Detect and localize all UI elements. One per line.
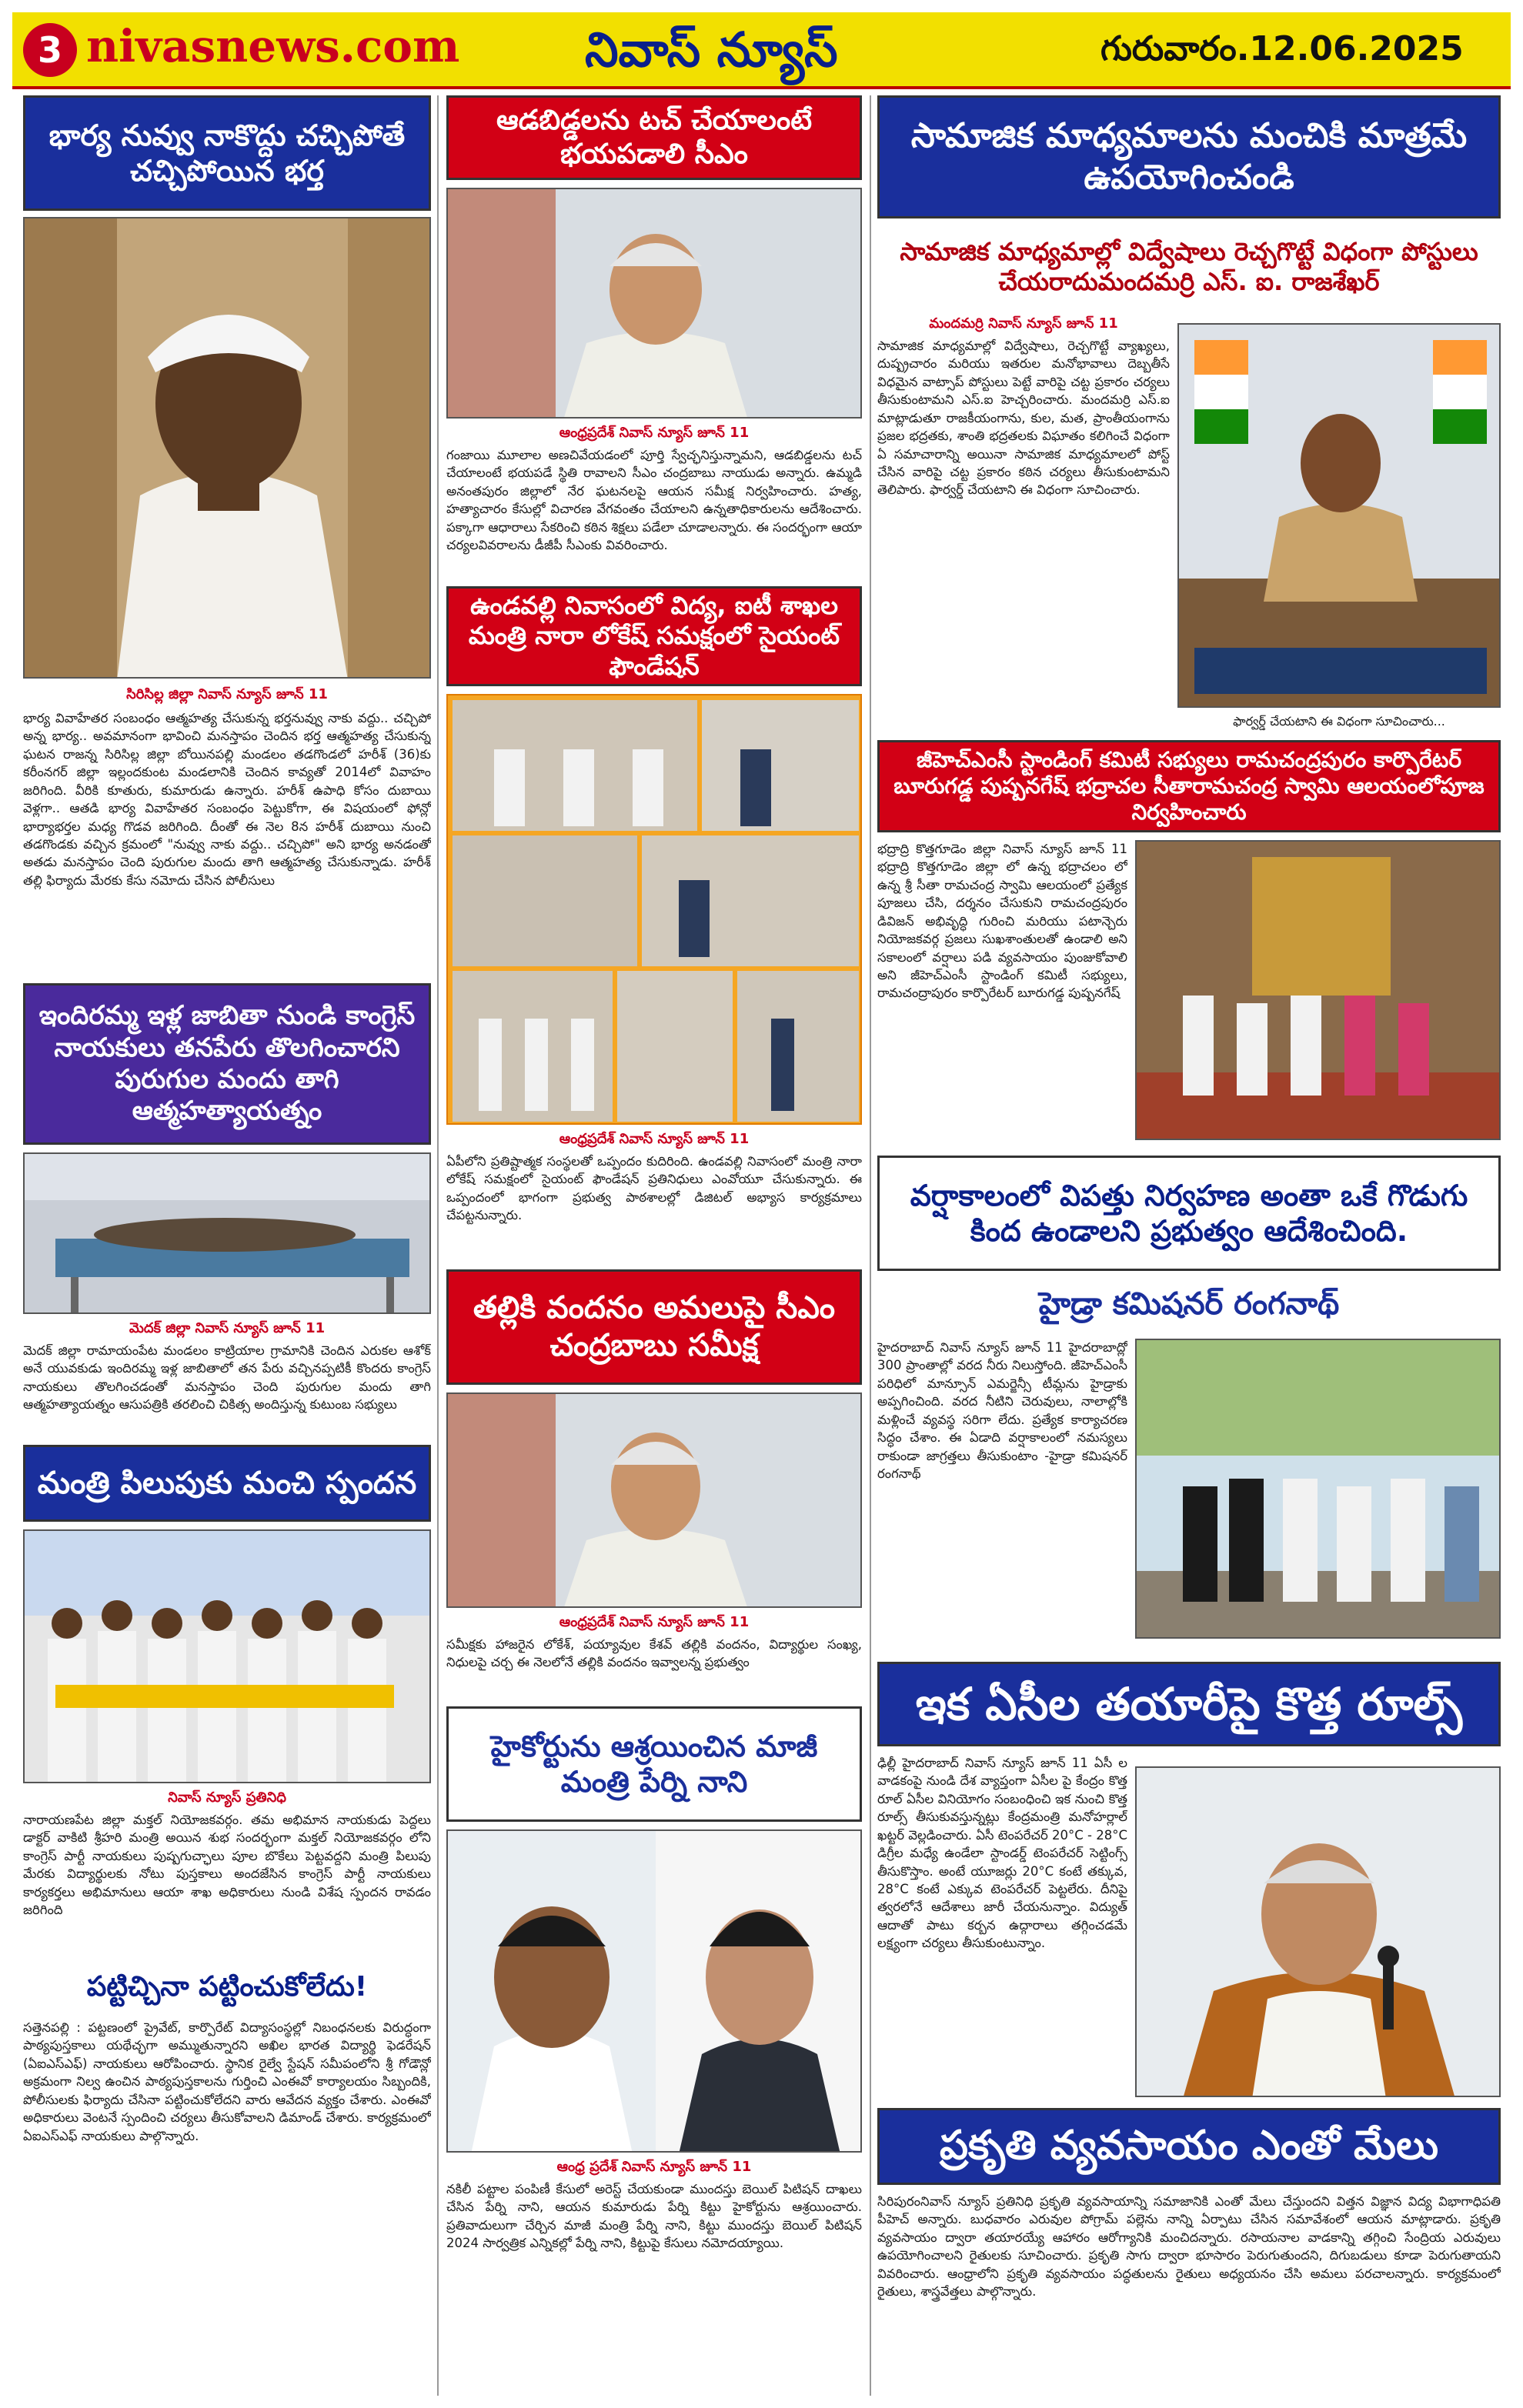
story12-photo (1135, 1766, 1501, 2097)
story3-body: నారాయణపేట జిల్లా మక్తల్ నియోజకవర్గం. తమ అభిమాన నాయకుడు పెద్దలు డాక్టర్ వాకిటి శ్రీహరి మంత్రి అయిన శుభ సందర్భంగా మక్తల్ నియోజకవర్గం లోని కాంగ్రెస్ పార్టీ నాయకులు పుష్పగుచ్ఛాలు పూల బొకేలు పెట్టవద్దని మంత్రి పిలుపు మేరకు విద్యార్థులకు నోటు పుస్తకాలు అందజేసిన కాంగ్రెస్ పార్టీ నాయకులు కార్యకర్తలు అభిమానులు ఆయా శాఖ అధికారులు నుండి విశేష స్పందన రావడం జరిగింది (23, 1813, 431, 1918)
man-portrait-image (25, 218, 431, 679)
story10-photo (1135, 840, 1501, 1140)
story11-body: హైదరాబాద్ నివాస్ న్యూస్ జూన్ 11 హైదరాబాద్లో 300 ప్రాంతాల్లో వరద నీరు నిలుస్తోంది. జీహెచ్ఎంసీ పరిధిలో మాన్సూన్ ఎమర్జెన్సీ టీమ్లను హైడ్రాకు అప్పగించింది. వరద నీటిని చెరువులు, నాలాల్లోకి మళ్లించే వ్యవస్థ సరిగా లేదు. ప్రత్యేక కార్యాచరణ సిద్ధం చేశాం. ఈ ఏడాది వర్షాకాలంలో నమస్యలు రాకుండా జాగ్రత్తలు తీసుకుంటాం -హైడ్రా కమిషనర్ రంగనాథ్ (877, 1340, 1127, 1481)
story6-photo-collage (446, 694, 862, 1125)
story5-body: గంజాయి మూలాల అణచివేయడంలో పూర్తి స్వేచ్ఛనిస్తున్నామని, ఆడబిడ్డలను టచ్ చేయాలంటే భయపడే స్థితి రావాలని సీఎం చంద్రబాబు నాయుడు అన్నారు. ఉమ్మడి అనంతపురం జిల్లాలో నేర ఘటనలపై ఆయన సమీక్ష నిర్వహించారు. హత్య, హత్యాచారం కేసుల్లో విచారణ వేగవంతం చేయాలని ఉన్నతాధికారులను ఆదేశించారు. పక్కాగా ఆధారాలు సేకరించి కఠిన శిక్షలు పడేలా చూడాలన్నారు. ఈ సందర్భంగా ఆయా చర్యలవివరాలను డీజీపీ సీఎంకు వివరించారు. (446, 448, 862, 553)
story10-headline[interactable]: జీహెచ్ఎంసీ స్టాండింగ్ కమిటీ సభ్యులు రామచంద్రపురం కార్పొరేటర్ బూరుగడ్డ పుష్పనగేష్ భద్రాచల సీతారామచంద్ర స్వామి ఆలయంలోపూజ నిర్వహించారు (877, 740, 1501, 832)
story5-photo (446, 188, 862, 419)
meeting-collage-image (448, 695, 862, 1125)
story8-body: నకిలీ పట్టాల పంపిణీ కేసులో అరెస్ట్ చేయకుండా ముందస్తు బెయిల్ పిటిషన్ దాఖలు చేసిన పేర్ని నాని, ఆయన కుమారుడు పేర్ని కిట్టు హైకోర్టును ఆశ్రయించారు. ప్రతివాదులుగా చేర్చిన మాజీ మంత్రి పేర్ని నాని, కిట్టు ముందస్తు బెయిల్ పిటిషన్ 2024 సార్వత్రిక ఎన్నికల్లో పేర్ని నాని, కిట్టుపై కేసులు నమోదయ్యాయి. (446, 2182, 862, 2251)
story3-caption: నివాస్ న్యూస్ ప్రతినిధి (168, 1789, 286, 1806)
story5-caption: ఆంధ్రప్రదేశ్ నివాస్ న్యూస్ జూన్ 11 (559, 425, 750, 441)
story8-photo (446, 1829, 862, 2153)
story13-headline[interactable]: ప్రకృతి వ్యవసాయం ఎంతో మేలు (877, 2108, 1501, 2185)
story7-body: సమీక్షకు హాజరైన లోకేశ్, పయ్యావుల కేశవ్ తల్లికి వందనం, విద్యార్థుల సంఖ్య, నిధులపై చర్చ ఈ నెలలోనే తల్లికి వందనం ఇవ్వాలన్న ప్రభుత్వం (446, 1637, 862, 1670)
story7-caption: ఆంధ్రప్రదేశ్ నివాస్ న్యూస్ జూన్ 11 (559, 1614, 750, 1630)
story13-body: సిరిపురంనివాస్ న్యూస్ ప్రతినిధి ప్రకృతి వ్యవసాయాన్ని సమాజానికి ఎంతో మేలు చేస్తుందని విత్తన విజ్ఞాన విద్య విభాగాధిపతి పీహెచ్ అన్నారు. బుధవారం ఎరువుల పోగ్రామ్ పల్లెను నాన్ని ఏర్పాటు చేసిన సమావేశంలో ఆయన మాట్లాడారు. ప్రకృతి వ్యవసాయం ద్వారా తయారయ్యే ఆహారం ఆరోగ్యానికి మంచిదన్నారు. రసాయనాల వాడకాన్ని తగ్గించి సేంద్రియ ఎరువులు ఉపయోగించాలని రైతులకు సూచించారు. ప్రకృతి సాగు ద్వారా భూసారం పెరుగుతుందని, దిగుబడులు కూడా పెరుగుతాయని వివరించారు. ఆంధ్రాలోని ప్రకృతి వ్యవసాయం పద్ధతులను రైతులు అధ్యయనం చేసి అమలు పరచాలన్నారు. కార్యక్రమంలో రైతులు, శాస్త్రవేత్తలు పాల్గొన్నారు. (877, 2194, 1501, 2300)
story12-body: ఢిల్లీ హైదరాబాద్ నివాస్ న్యూస్ జూన్ 11 ఏసీ ల వాడకంపై నుండి దేశ వ్యాప్తంగా ఏసీల పై కేంద్రం కొత్త రూల్ ఏసీల వినియోగం సంబంధించి ఇక నుంచి కొత్త రూల్స్ తీసుకువస్తున్నట్లు కేంద్రమంత్రి మనోహర్లాల్ ఖట్టర్ వెల్లడించారు. ఏసీ టెంపరేచర్ 20°C - 28°C డిగ్రీల మధ్యే ఉండేలా స్టాండర్డ్ టెంపరేచర్ సెట్టింగ్స్ తీసుకొస్తాం. అంటే యూజర్లు 20°C కంటే తక్కువ, 28°C కంటే ఎక్కువ టెంపరేచర్ పెట్టలేరు. దీనిపై త్వరలోనే ఆదేశాలు జారీ చేయనున్నాం. విద్యుత్ ఆదాతో పాటు కర్బన ఉద్గారాలు తగ్గించడమే లక్ష్యంగా చర్యలు తీసుకుంటున్నాం. (877, 1756, 1127, 1951)
story4-body: సత్తెనపల్లి : పట్టణంలో ప్రైవేట్, కార్పొరేట్ విద్యాసంస్థల్లో నిబంధనలకు విరుద్ధంగా పాఠ్యపుస్తకాలు యథేచ్ఛగా అమ్ముతున్నారని అఖిల భారత విద్యార్థి ఫెడరేషన్ (ఏఐఎస్ఎఫ్) నాయకులు ఆరోపించారు. స్థానిక రైల్వే స్టేషన్ సమీపంలోని శ్రీ గోడౌన్లో అక్రమంగా నిల్వ ఉంచిన పాఠ్యపుస్తకాలను గుర్తించి ఎంఈవో కార్యాలయం సిబ్బందికి, పోలీసులకు ఫిర్యాదు చేసినా పట్టించుకోలేదని వారు ఆవేదన వ్యక్తం చేశారు. ఎంఈవో అధికారులు వెంటనే స్పందించి చర్యలు తీసుకోవాలని డిమాండ్ చేశారు. కార్యక్రమంలో ఏఐఎస్ఎఫ్ నాయకులు పాల్గొన్నారు. (23, 2020, 431, 2143)
chief-minister-photo (448, 189, 862, 419)
story9-caption: మందమర్రి నివాస్ న్యూస్ జూన్ 11 (929, 315, 1118, 332)
story1-photo (23, 217, 431, 679)
story11-headline[interactable]: వర్షాకాలంలో విపత్తు నిర్వహణ అంతా ఒకే గొడుగు కింద ఉండాలని ప్రభుత్వం ఆదేశించింది. (877, 1156, 1501, 1271)
group-photo-image (25, 1531, 431, 1783)
story9-body: సామాజిక మాధ్యమాల్లో విద్వేషాలు, రెచ్చగొట్టే వ్యాఖ్యలు, దుష్ప్రచారం మరియు ఇతరుల మనోభావాలు దెబ్బతీసే విధమైన వాట్సాప్ పోస్టులు పెట్టే వారిపై చట్ట ప్రకారం చర్యలు తీసుకుంటామని ఎస్.ఐ హెచ్చరించారు. మందమర్రి ఎస్.ఐ మాట్లాడుతూ రాజకీయంగాను, కుల, మత, ప్రాంతీయంగాను ప్రజల భద్రతకు, శాంతి భద్రతలకు విఘాతం కలిగించే విధంగా ఏ సమాచారాన్ని అయినా సామాజిక మాధ్యమాలలో పోస్ట్ చేసిన వారిపై చట్ట ప్రకారం కఠిన చర్యలు తీసుకుంటామని తెలిపారు. ఫార్వర్డ్ చేయటాని ఈ విధంగా సూచించారు. (877, 339, 1170, 498)
column-divider (870, 95, 871, 2396)
temple-visit-photo (1137, 842, 1501, 1140)
story3-photo (23, 1529, 431, 1783)
story11-photo (1135, 1339, 1501, 1639)
story6-body: ఏపీలోని ప్రతిష్టాత్మక సంస్థలతో ఒప్పందం కుదిరింది. ఉండవల్లి నివాసంలో మంత్రి నారా లోకేష్ సమక్షంలో సైయంట్ ఫౌండేషన్ ప్రతినిధులు ఎంవోయూ చేసుకున్నారు. ఈ ఒప్పందంలో భాగంగా ప్రభుత్వ పాఠశాలల్లో డిజిటల్ అభ్యాస కార్యక్రమాలు చేపట్టనున్నారు. (446, 1154, 862, 1223)
story12-headline[interactable]: ఇక ఏసీల తయారీపై కొత్త రూల్స్ (877, 1662, 1501, 1746)
story3-headline[interactable]: మంత్రి పిలుపుకు మంచి స్పందన (23, 1445, 431, 1522)
column-divider (437, 95, 439, 2396)
story9-subheadline: సామాజిక మాధ్యమాల్లో విద్వేషాలు రెచ్చగొట్టే విధంగా పోస్టులు చేయరాదుమందమర్రి ఎస్. ఐ. రాజశేఖర్ (877, 225, 1501, 309)
story1-headline[interactable]: భార్య నువ్వు నాకొద్దు చచ్చిపోతే చచ్చిపోయిన భర్త (23, 95, 431, 211)
story7-photo (446, 1392, 862, 1608)
site-name[interactable]: nivasnews.com (86, 20, 460, 72)
hospital-bed-image (25, 1154, 431, 1314)
story9-photo-caption: ఫార్వర్డ్ చేయటాని ఈ విధంగా సూచించారు... (1233, 714, 1445, 729)
story2-caption: మెదక్ జిల్లా నివాస్ న్యూస్ జూన్ 11 (129, 1320, 326, 1336)
hydra-commissioner-inspection-photo (1137, 1340, 1501, 1639)
story8-caption: ఆంధ్ర ప్రదేశ్ నివాస్ న్యూస్ జూన్ 11 (556, 2159, 752, 2175)
story4-headline[interactable]: పట్టిచ్చినా పట్టించుకోలేదు! (23, 1960, 431, 2014)
page-number: 3 (23, 23, 77, 77)
chief-minister-review-photo (448, 1394, 862, 1608)
story9-headline[interactable]: సామాజిక మాధ్యమాలను మంచికి మాత్రమే ఉపయోగించండి (877, 95, 1501, 218)
story10-body: భద్రాద్రి కొత్తగూడెం జిల్లా నివాస్ న్యూస్ జూన్ 11 భద్రాద్రి కొత్తగూడెం జిల్లా లో ఉన్న భద్రాచలం లో ఉన్న శ్రీ సీతా రామచంద్ర స్వామి ఆలయంలో ప్రత్యేక పూజలు చేసి, దర్శనం చేసుకుని రామచంద్రపురం డివిజన్ అభివృద్ధి గురించి మరియు పటాన్చెరు నియోజకవర్గ ప్రజలు సుఖశాంతులతో ఉండాలి అని సకాలంలో వర్షాలు పడి వ్యవసాయం పుంజుకోవాలి అని జీహెచ్ఎంసీ స్టాండింగ్ కమిటీ సభ్యులు, రామచంద్రాపురం కార్పొరేటర్ బూరుగడ్డ పుష్పనగేష్ (877, 842, 1127, 1001)
story5-headline[interactable]: ఆడబిడ్డలను టచ్ చేయాలంటే భయపడాలి సీఎం (446, 95, 862, 180)
story9-photo (1177, 323, 1501, 708)
police-officer-photo (1179, 325, 1501, 708)
story2-body: మెదక్ జిల్లా రామాయంపేట మండలం కాట్రియాల గ్రామానికి చెందిన ఎరుకల ఆశోక్ అనే యువకుడు ఇందిరమ్మ ఇళ్ల జాబితాలో తన పేరు వచ్చినప్పటికీ కొందరు కాంగ్రెస్ నాయకులు తొలగించడంతో మనస్తాపం చెంది పురుగుల మందు తాగి ఆత్మహత్యాయత్నం ఆసుపత్రికి తరలించి చికిత్స అందిస్తున్న కుటుంబ సభ్యులు (23, 1343, 431, 1412)
story7-headline[interactable]: తల్లికి వందనం అమలుపై సీఎం చంద్రబాబు సమీక్ష (446, 1269, 862, 1385)
paper-name: నివాస్ న్యూస్ (585, 22, 838, 78)
story11-subheadline: హైడ్రా కమిషనర్ రంగనాథ్ (877, 1277, 1501, 1331)
story1-body: భార్య వివాహేతర సంబంధం ఆత్మహత్య చేసుకున్న భర్తనువ్వు నాకు వద్దు.. చచ్చిపో అన్న భార్య.. అవమానంగా భావించి మనస్తాపం చెందిన భర్త ఆత్మహత్య చేసుకున్న ఘటన రాజన్న సిరిసిల్ల జిల్లా బోయినపల్లి మండలం తడగొండలో హరీశ్ (36)కు కరీంనగర్ జిల్లా ఇల్లందకుంట మండలానికి చెందిన కావ్యతో 2014లో వివాహం జరిగింది. వీరికి కూతురు, కుమారుడు ఉన్నారు. హరీశ్ ఉపాధి కోసం దుబాయి వెళ్లగా.. ఆతడి భార్య వివాహేతర సంబంధం పెట్టుకోగా, ఈ విషయంలో ఫోన్లో భార్యాభర్తల మధ్య గొడవ జరిగింది. దీంతో ఈ నెల 8న హరీశ్ దుబాయి నుంచి తడగొండకు వచ్చిన క్రమంలో "నువ్వు నాకు వద్దు.. చచ్చిపో" అని భార్య అనడంతో అతడు మనస్తాపం చెంది పురుగుల మందు తాగి ఆత్మహత్య చేసుకున్నాడు. హరీశ్ తల్లి ఫిర్యాదు మేరకు కేసు నమోదు చేసిన పోలీసులు (23, 711, 431, 888)
story6-headline[interactable]: ఉండవల్లి నివాసంలో విద్య, ఐటీ శాఖల మంత్రి నారా లోకేష్ సమక్షంలో సైయంట్ ఫౌండేషన్ (446, 586, 862, 686)
issue-date: గురువారం.12.06.2025 (1101, 29, 1464, 68)
story1-caption: సిరిసిల్ల జిల్లా నివాస్ న్యూస్ జూన్ 11 (126, 686, 328, 702)
story6-caption: ఆంధ్రప్రదేశ్ నివాస్ న్యూస్ జూన్ 11 (559, 1131, 750, 1147)
story2-headline[interactable]: ఇందిరమ్మ ఇళ్ల జాబితా నుండి కాంగ్రెస్ నాయకులు తనపేరు తొలగించారని పురుగుల మందు తాగి ఆత్మహత్యాయత్నం (23, 983, 431, 1145)
former-minister-and-son-photo (448, 1831, 862, 2153)
story2-photo (23, 1152, 431, 1314)
story8-headline[interactable]: హైకోర్టును ఆశ్రయించిన మాజీ మంత్రి పేర్ని నాని (446, 1706, 862, 1822)
union-minister-photo (1137, 1768, 1501, 2097)
